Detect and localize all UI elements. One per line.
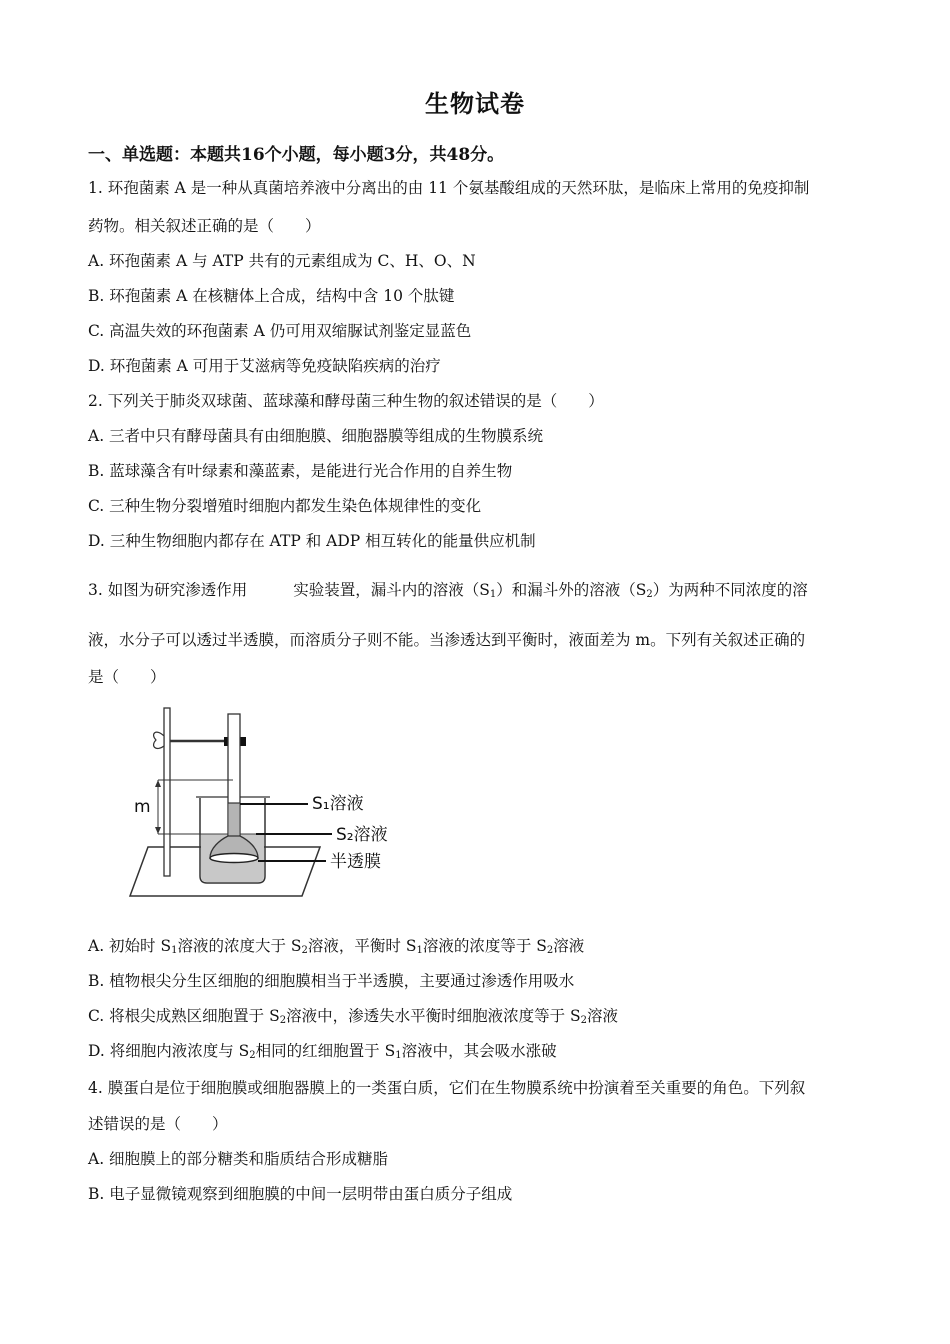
q1-option-c: C. 高温失效的环孢菌素 A 仍可用双缩脲试剂鉴定显蓝色	[88, 322, 472, 340]
clamp-screw	[154, 732, 164, 748]
m-label: m	[134, 797, 151, 817]
q4-stem-line1: 4. 膜蛋白是位于细胞膜或细胞器膜上的一类蛋白质，它们在生物膜系统中扮演着至关重要的角色。下列叙	[88, 1079, 806, 1097]
q1-stem-line1: 1. 环孢菌素 A 是一种从真菌培养液中分离出的由 11 个氨基酸组成的天然环肽，是临床上常用的免疫抑制	[88, 179, 810, 197]
q2-option-a: A. 三者中只有酵母菌具有由细胞膜、细胞器膜等组成的生物膜系统	[88, 427, 544, 445]
s1-liquid	[229, 803, 239, 837]
section-heading: 一、单选题：本题共16个小题，每小题3分，共48分。	[88, 145, 505, 165]
semipermeable-membrane	[210, 854, 258, 863]
q1-option-a: A. 环孢菌素 A 与 ATP 共有的元素组成为 C、H、O、N	[88, 252, 476, 270]
q2-option-c: C. 三种生物分裂增殖时细胞内都发生染色体规律性的变化	[88, 497, 482, 515]
q1-option-d: D. 环孢菌素 A 可用于艾滋病等免疫缺陷疾病的治疗	[88, 357, 441, 375]
q1-stem-line2: 药物。相关叙述正确的是（ ）	[88, 217, 321, 235]
q3-option-a: A. 初始时 $S_1$溶液的浓度大于 $S_2$溶液，平衡时 $S_1$溶液的浓度等于 $S_2$溶液	[88, 937, 585, 956]
membrane-label: 半透膜	[330, 852, 381, 872]
q4-stem-line2: 述错误的是（ ）	[88, 1115, 228, 1133]
s1-label: S₁溶液	[312, 794, 364, 814]
osmosis-apparatus-figure	[120, 700, 420, 900]
q3-stem-line3: 是（ ）	[88, 668, 166, 686]
q3-option-d: D. 将细胞内液浓度与 $S_2$相同的红细胞置于 $S_1$溶液中，其会吸水涨破	[88, 1042, 557, 1061]
q3-stem-line2: 液，水分子可以透过半透膜，而溶质分子则不能。当渗透达到平衡时，液面差为 m。下列有关叙述正确的	[88, 631, 806, 649]
stand-rod	[164, 708, 170, 876]
s2-label: S₂溶液	[336, 825, 388, 845]
q2-option-b: B. 蓝球藻含有叶绿素和藻蓝素，是能进行光合作用的自养生物	[88, 462, 513, 480]
q3-option-c: C. 将根尖成熟区细胞置于 $S_2$溶液中，渗透失水平衡时细胞液浓度等于 $S_2$溶液	[88, 1007, 619, 1026]
q3-option-b: B. 植物根尖分生区细胞的细胞膜相当于半透膜，主要通过渗透作用吸水	[88, 972, 575, 990]
q4-option-a: A. 细胞膜上的部分糖类和脂质结合形成糖脂	[88, 1150, 389, 1168]
m-arrow-down	[155, 827, 161, 834]
m-arrow-up	[155, 780, 161, 787]
q4-option-b: B. 电子显微镜观察到细胞膜的中间一层明带由蛋白质分子组成	[88, 1185, 513, 1203]
page-title: 生物试卷	[425, 89, 525, 118]
q1-option-b: B. 环孢菌素 A 在核糖体上合成，结构中含 10 个肽键	[88, 287, 455, 305]
q2-stem: 2. 下列关于肺炎双球菌、蓝球藻和酵母菌三种生物的叙述错误的是（ ）	[88, 392, 604, 410]
q2-option-d: D. 三种生物细胞内都存在 ATP 和 ADP 相互转化的能量供应机制	[88, 532, 536, 550]
q3-stem-line1: 3. 如图为研究渗透作用 实验装置，漏斗内的溶液$(S_1)$和漏斗外的溶液$(S_2)$为两种不同浓度的溶	[88, 581, 808, 600]
